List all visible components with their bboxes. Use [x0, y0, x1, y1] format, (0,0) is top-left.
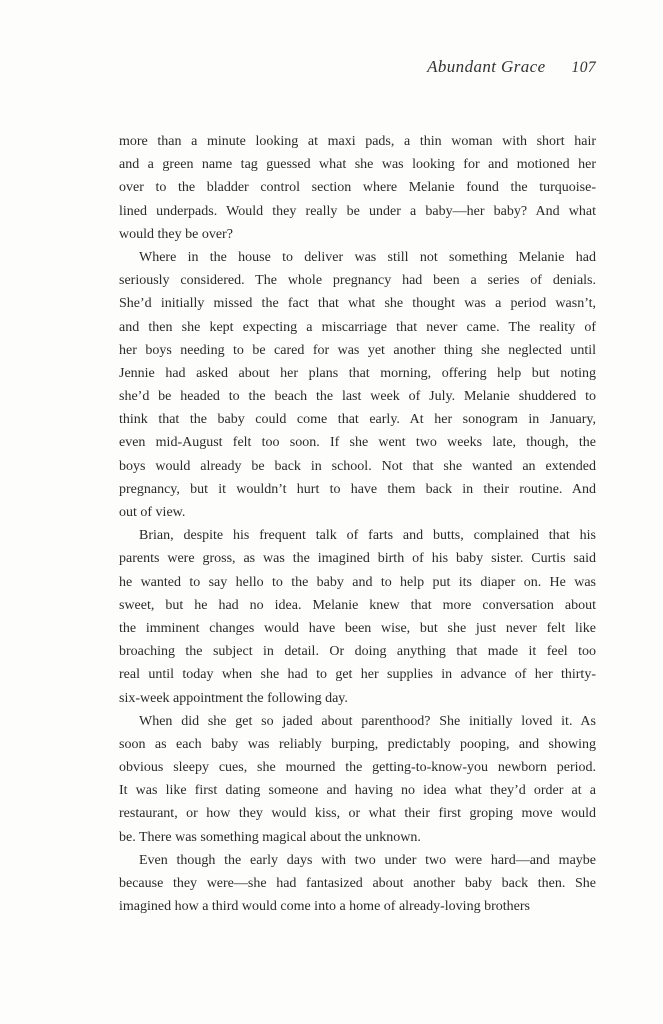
text-line: broaching the subject in detail. Or doing anything that made it feel too	[119, 644, 596, 660]
text-line: would they be over?	[119, 226, 233, 242]
paragraph	[119, 849, 596, 919]
text-line: seriously considered. The whole pregnancy had been a series of denials.	[119, 273, 596, 289]
paragraph	[119, 710, 596, 849]
text-line: the imminent changes would have been wise, but she just never felt like	[119, 620, 596, 636]
page-number: 107	[571, 59, 596, 76]
chapter-title: Abundant Grace	[427, 57, 546, 76]
text-line: Where in the house to deliver was still not something Melanie had	[139, 249, 596, 265]
text-line: six-week appointment the following day.	[119, 690, 348, 706]
text-line: obvious sleepy cues, she mourned the getting-to-know-you newborn period.	[119, 760, 596, 776]
text-line: out of view.	[119, 505, 186, 520]
text-line: imagined how a third would come into a home of already-loving brothers	[119, 899, 530, 915]
paragraph	[119, 130, 596, 246]
text-line: lined underpads. Would they really be under a baby—her baby? And what	[119, 203, 596, 219]
page-body	[119, 130, 596, 918]
text-line: restaurant, or how they would kiss, or what their first groping move would	[119, 806, 596, 822]
paragraph	[119, 524, 596, 710]
text-line: she’d be headed to the beach the last week of July. Melanie shuddered to	[119, 389, 596, 405]
running-head	[119, 57, 596, 77]
text-line: boys would already be back in school. Not that she wanted an extended	[119, 458, 596, 474]
text-line: even mid-August felt too soon. If she went two weeks late, though, the	[119, 435, 596, 451]
text-line: and a green name tag guessed what she was looking for and motioned her	[119, 157, 596, 173]
text-line: real until today when she had to get her supplies in advance of her thirty-	[119, 667, 596, 683]
text-line: Brian, despite his frequent talk of farts and butts, complained that his	[139, 528, 596, 544]
text-line: Jennie had asked about her plans that morning, offering help but noting	[119, 365, 596, 381]
text-line: and then she kept expecting a miscarriage that never came. The reality of	[119, 319, 596, 335]
text-line: because they were—she had fantasized about another baby back then. She	[119, 876, 596, 891]
paragraph	[119, 246, 596, 524]
text-line: When did she get so jaded about parenthood? She initially loved it. As	[139, 713, 596, 729]
text-line: sweet, but he had no idea. Melanie knew that more conversation about	[119, 597, 596, 613]
text-line: think that the baby could come that early. At her sonogram in January,	[119, 412, 596, 428]
text-line: be. There was something magical about the unknown.	[119, 829, 421, 845]
text-line: he wanted to say hello to the baby and to help put its diaper on. He was	[119, 574, 596, 590]
text-line: over to the bladder control section where Melanie found the turquoise-	[119, 180, 596, 196]
text-line: parents were gross, as was the imagined birth of his baby sister. Curtis said	[119, 551, 596, 567]
text-line: pregnancy, but it wouldn’t hurt to have them back in their routine. And	[119, 481, 596, 497]
text-line: She’d initially missed the fact that what she thought was a period wasn’t,	[119, 296, 596, 312]
text-line: her boys needing to be cared for was yet another thing she neglected until	[119, 342, 596, 358]
text-line: It was like first dating someone and having no idea what they’d order at a	[119, 783, 596, 799]
text-line: soon as each baby was reliably burping, predictably pooping, and showing	[119, 736, 596, 752]
text-line: Even though the early days with two under two were hard—and maybe	[139, 852, 596, 868]
text-line: more than a minute looking at maxi pads, a thin woman with short hair	[119, 134, 596, 149]
